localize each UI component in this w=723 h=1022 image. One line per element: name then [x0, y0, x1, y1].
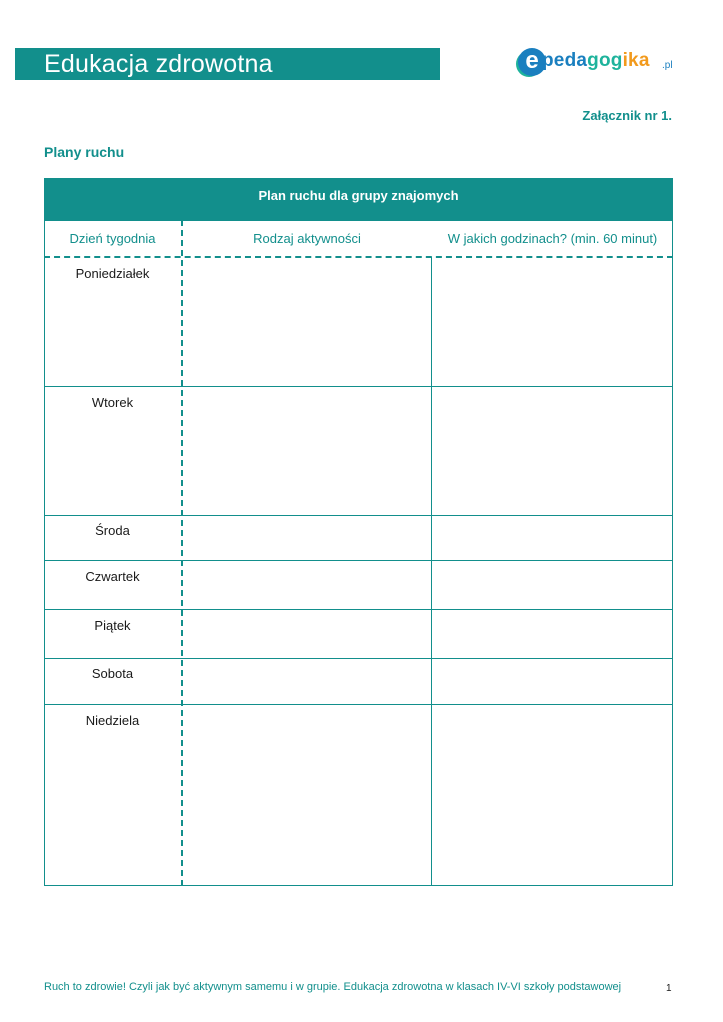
- page-number: 1: [666, 983, 672, 994]
- header-divider: [44, 256, 673, 258]
- section-title: Plany ruchu: [44, 144, 125, 160]
- logo-wordmark: [542, 50, 650, 72]
- table-title: Plan ruchu dla grupy znajomych: [44, 178, 673, 220]
- document-title: Edukacja zdrowotna: [44, 50, 273, 78]
- logo-part-2: gog: [587, 50, 623, 71]
- attachment-label: Załącznik nr 1.: [582, 108, 672, 123]
- exercise-plan-table: [44, 178, 673, 886]
- day-column-divider: [181, 220, 183, 886]
- day-label-thursday: Czwartek: [85, 569, 140, 584]
- epedagogika-logo: [518, 46, 678, 80]
- row-divider: [44, 704, 673, 705]
- row-divider: [44, 515, 673, 516]
- table-frame: [44, 220, 673, 886]
- day-label-saturday: Sobota: [91, 666, 134, 681]
- hours-column-divider: [431, 257, 432, 886]
- day-label-wednesday: Środa: [95, 523, 130, 538]
- row-divider: [44, 386, 673, 387]
- day-label-monday: Poniedziałek: [75, 266, 150, 281]
- day-label-sunday: Niedziela: [85, 713, 140, 728]
- day-label-tuesday: Wtorek: [91, 395, 134, 410]
- logo-e-icon: e: [518, 48, 546, 76]
- day-label-friday: Piątek: [94, 618, 131, 633]
- row-divider: [44, 560, 673, 561]
- column-header-activity: Rodzaj aktywności: [253, 231, 361, 246]
- column-header-day: Dzień tygodnia: [69, 231, 156, 246]
- logo-part-3: ika: [622, 50, 650, 71]
- footer-text: Ruch to zdrowie! Czyli jak być aktywnym samemu i w grupie. Edukacja zdrowotna w klasach IV-VI szkoły podstawowej: [44, 981, 622, 993]
- logo-part-1: peda: [542, 50, 588, 71]
- row-divider: [44, 658, 673, 659]
- logo-tld: .pl: [662, 60, 673, 71]
- document-title-banner: [15, 48, 440, 80]
- row-divider: [44, 609, 673, 610]
- column-header-hours: W jakich godzinach? (min. 60 minut): [447, 231, 658, 246]
